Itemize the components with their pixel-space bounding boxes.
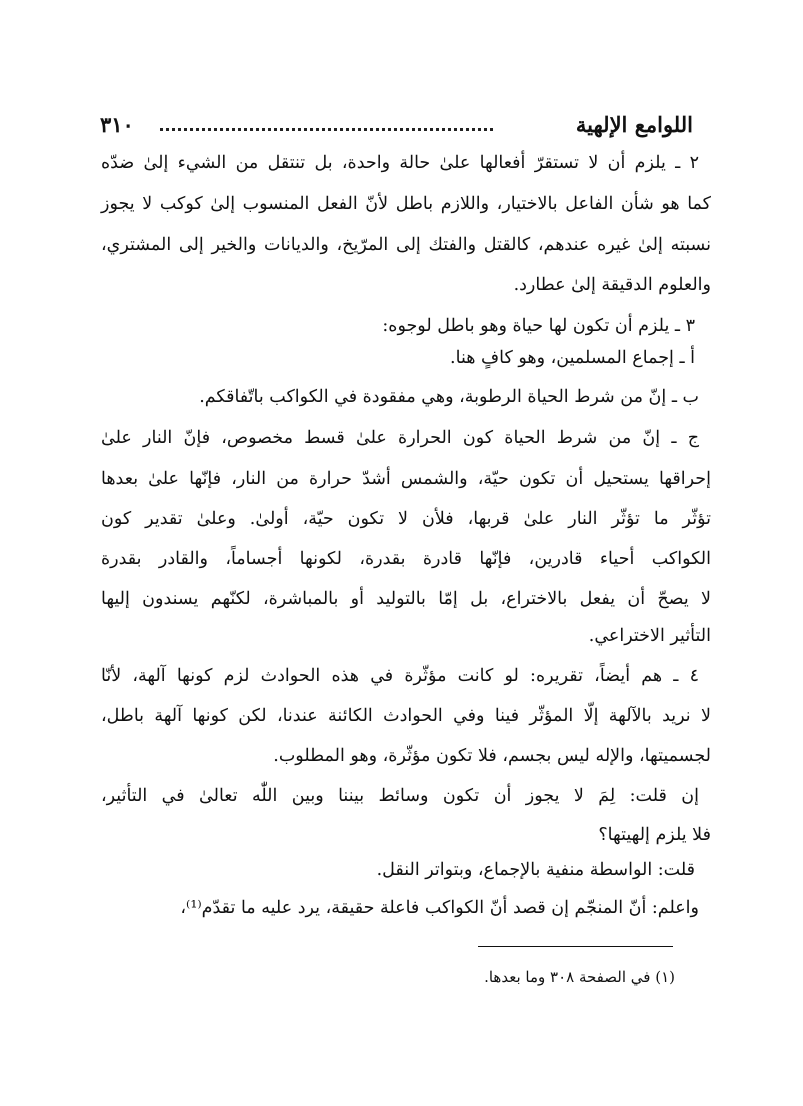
text-line: لا يصحّ أن يفعل بالاختراع، بل إمّا بالتوليد أو بالمباشرة، لكنّهم يسندون إليها xyxy=(101,589,711,609)
page-number: ٣١٠ xyxy=(100,112,134,137)
text-line: التأثير الاختراعي. xyxy=(588,626,711,646)
footnote: (١) في الصفحة ٣٠٨ وما بعدها. xyxy=(484,968,675,986)
text-line: لجسميتها، والإله ليس بجسم، فلا تكون مؤثّرة، وهو المطلوب. xyxy=(273,746,711,766)
text-line: ج ـ إنّ من شرط الحياة كون الحرارة علىٰ قسط مخصوص، فإنّ النار علىٰ xyxy=(101,428,699,448)
text-line: ٣ ـ يلزم أن تكون لها حياة وهو باطل لوجوه: xyxy=(382,316,695,336)
text-line: ٤ ـ هم أيضاً، تقريره: لو كانت مؤثّرة في هذه الحوادث لزم كونها آلهة، لأنّا xyxy=(101,666,699,686)
text-line: تؤثّر ما تؤثّر النار علىٰ قربها، فلأن لا تكون حيّة، أولىٰ. وعلىٰ تقدير كون xyxy=(101,509,711,529)
text-line: ب ـ إنّ من شرط الحياة الرطوبة، وهي مفقودة في الكواكب باتّفاقكم. xyxy=(199,387,699,407)
text-line: أ ـ إجماع المسلمين، وهو كافٍ هنا. xyxy=(450,348,695,368)
book-title: اللوامع الإلهية xyxy=(575,112,693,137)
text-line: لا نريد بالآلهة إلّا المؤثّر فينا وفي الحوادث الكائنة عندنا، لكن كونها آلهة باطل، xyxy=(101,706,711,726)
leader-dots xyxy=(160,114,493,131)
text-line: إن قلت: لِمَ لا يجوز أن تكون وسائط بيننا وبين اللّٰه تعالىٰ في التأثير، xyxy=(101,786,699,806)
text-line: فلا يلزم إلهيتها؟ xyxy=(598,825,711,845)
text-line: والعلوم الدقيقة إلىٰ عطارد. xyxy=(513,275,711,295)
text-line: إحراقها يستحيل أن تكون حيّة، والشمس أشدّ حرارة من النار، فإنّها علىٰ بعدها xyxy=(101,469,711,489)
text-line: واعلم: أنّ المنجّم إن قصد أنّ الكواكب فاعلة حقيقة، يرد عليه ما تقدّم⁽¹⁾، xyxy=(180,898,699,918)
text-line: نسبته إلىٰ غيره عندهم، كالقتل والفتك إلى المرّيخ، والديانات والخير إلى المشتري، xyxy=(101,235,711,255)
text-line: قلت: الواسطة منفية بالإجماع، وبتواتر النقل. xyxy=(376,860,695,880)
footnote-separator xyxy=(478,946,673,947)
text-line: ٢ ـ يلزم أن لا تستقرّ أفعالها علىٰ حالة واحدة، بل تنتقل من الشيء إلىٰ ضدّه xyxy=(101,153,699,173)
text-line: الكواكب أحياء قادرين، فإنّها قادرة بقدرة، لكونها أجساماً، والقادر بقدرة xyxy=(101,549,711,569)
text-line: كما هو شأن الفاعل بالاختيار، واللازم باطل لأنّ الفعل المنسوب إلىٰ كوكب لا يجوز xyxy=(101,194,711,214)
running-header xyxy=(100,108,693,148)
